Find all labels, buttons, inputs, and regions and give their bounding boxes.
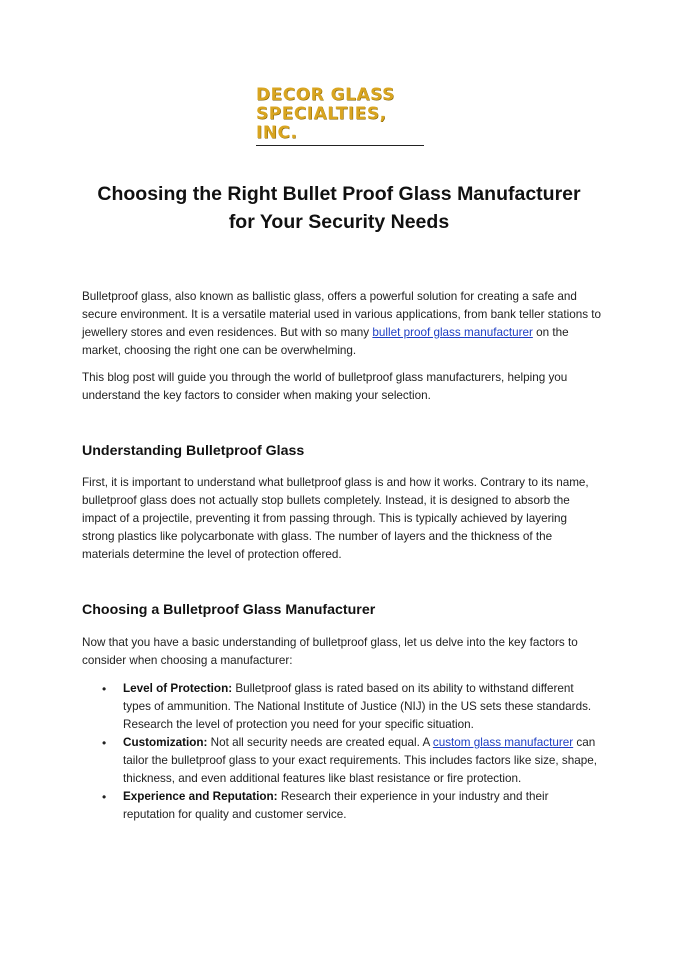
list-item-customization xyxy=(82,734,602,788)
list-item-protection xyxy=(82,680,602,734)
intro-text-before: Bulletproof glass, also known as ballistic glass, offers a powerful solution for creating a safe and secure environment. It is a versatile material used in various applications, from bank teller stations to jewellery stores and even residences. But with so many xyxy=(82,290,602,339)
intro-paragraph-2: This blog post will guide you through the world of bulletproof glass manufacturers, helping you understand the key factors to consider when making your selection. xyxy=(82,371,568,402)
section-heading-choosing: Choosing a Bulletproof Glass Manufacturer xyxy=(82,602,376,618)
logo-line-2: SPECIALTIES, INC. xyxy=(256,104,387,143)
bullet-icon: • xyxy=(102,790,107,804)
bullet-proof-glass-manufacturer-link[interactable]: bullet proof glass manufacturer xyxy=(372,326,533,339)
list-item-text-before: Not all security needs are created equal. A xyxy=(207,736,433,749)
logo-underline xyxy=(256,145,424,146)
custom-glass-manufacturer-link[interactable]: custom glass manufacturer xyxy=(432,736,574,749)
list-item-text-after: can tailor the bulletproof glass to your exact requirements. This includes factors like size, shape, thickness, and even additional features like blast resistance or fire protection. xyxy=(123,736,598,785)
list-item-label: Customization: xyxy=(123,736,208,749)
list-item-label: Level of Protection: xyxy=(123,682,233,695)
intro-text-after: on the market, choosing the right one can be overwhelming. xyxy=(82,326,569,357)
title-line-1: Choosing the Right Bullet Proof Glass Manufacturer xyxy=(97,183,581,205)
page-title xyxy=(60,180,618,236)
section-understanding-body: First, it is important to understand what bulletproof glass is and how it works. Contrary to its name, bulletproof glass does not actually stop bullets completely. Instead, it is designed to absorb the impact of a projectile, preventing it from passing through. This is typically achieved by layering strong plastics like polycarbonate with glass. The number of layers and the thickness of the materials determine the level of protection offered. xyxy=(82,476,589,561)
bullet-icon: • xyxy=(102,682,107,696)
factors-list xyxy=(82,680,602,824)
section-heading-understanding: Understanding Bulletproof Glass xyxy=(82,443,305,459)
title-line-2: for Your Security Needs xyxy=(228,211,450,233)
list-item-text: Research their experience in your industry and their reputation for quality and customer service. xyxy=(123,790,549,821)
intro-paragraph-1 xyxy=(82,288,602,360)
list-item-label: Experience and Reputation: xyxy=(123,790,278,803)
section-choosing-intro: Now that you have a basic understanding of bulletproof glass, let us delve into the key factors to consider when choosing a manufacturer: xyxy=(82,636,578,667)
logo-line-1: DECOR GLASS xyxy=(256,85,395,105)
bullet-icon: • xyxy=(102,736,107,750)
list-item-experience xyxy=(82,788,602,824)
company-logo xyxy=(256,86,424,146)
list-item-text: Bulletproof glass is rated based on its ability to withstand different types of ammunition. The National Institute of Justice (NIJ) in the US sets these standards. Research the level of protection you need for your specific situation. xyxy=(123,682,592,731)
